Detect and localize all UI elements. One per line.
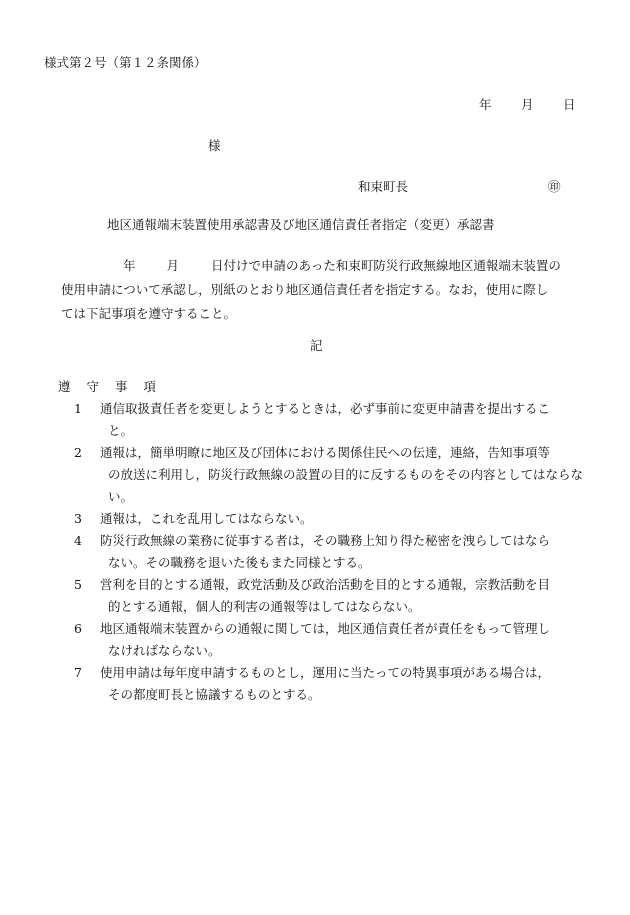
- form-number: 様式第２号（第１２条関係）: [44, 55, 207, 70]
- approval-body: [61, 254, 590, 326]
- item-text-cont: 的とする通報，個人的利害の通報等はしてはならない。: [108, 599, 421, 614]
- document-title: 地区通報端末装置使用承認書及び地区通信責任者指定（変更）承認書: [107, 217, 495, 232]
- body-year: 年: [123, 258, 136, 273]
- issuer-name: 和束町長: [358, 179, 409, 194]
- date-month-label: 月: [521, 97, 534, 112]
- item-text-cont: ない。その職務を退いた後もまた同様とする。: [108, 555, 371, 570]
- body-month: 月: [166, 258, 180, 273]
- item-text: 通報は，これを乱用してはならない。: [100, 511, 313, 526]
- addressee-honorific: 様: [208, 138, 221, 153]
- item-number: 1: [74, 401, 82, 416]
- list-item: [74, 508, 588, 530]
- list-item: [74, 398, 588, 442]
- item-number: 6: [74, 621, 82, 636]
- item-text: 通信取扱責任者を変更しようとするときは，必ず事前に変更申請書を提出するこ: [100, 401, 551, 416]
- body-line-1-tail: 日付けで申請のあった和束町防災行政無線地区通報端末装置の: [211, 258, 561, 273]
- item-number: 2: [74, 445, 82, 460]
- list-item: [74, 530, 588, 574]
- item-text-cont: の放送に利用し，防災行政無線の設置の目的に反するものをその内容としてはならない。: [108, 467, 584, 504]
- list-item: [74, 574, 588, 618]
- item-text: 地区通報端末装置からの通報に関しては，地区通信責任者が責任をもって管理し: [100, 621, 551, 636]
- item-text: 通報は，簡単明瞭に地区及び団体における関係住民への伝達，連絡，告知事項等: [100, 445, 551, 460]
- item-number: 7: [74, 665, 82, 680]
- section-heading: 遵 守 事 項: [58, 379, 162, 394]
- list-item: [74, 662, 588, 706]
- list-item: [74, 618, 588, 662]
- rules-list: [74, 398, 588, 706]
- item-text-cont: と。: [108, 423, 134, 438]
- item-number: 5: [74, 577, 82, 592]
- ki-heading: 記: [310, 338, 323, 353]
- item-text-cont: その都度町長と協議するものとする。: [108, 687, 321, 702]
- item-text: 防災行政無線の業務に従事する者は，その職務上知り得た秘密を洩らしてはなら: [100, 533, 551, 548]
- seal-mark: ㊞: [548, 179, 561, 194]
- item-text-cont: なければならない。: [108, 643, 221, 658]
- body-line-2: 使用申請について承認し，別紙のとおり地区通信責任者を指定する。なお，使用に際し: [61, 282, 549, 297]
- body-line-1: [61, 254, 590, 278]
- item-number: 4: [74, 533, 82, 548]
- date-year-label: 年: [479, 97, 492, 112]
- item-text: 使用申請は毎年度申請するものとし，運用に当たっての特異事項がある場合は，: [100, 665, 551, 680]
- item-text: 営利を目的とする通報，政党活動及び政治活動を目的とする通報，宗教活動を目: [100, 577, 551, 592]
- body-line-3: ては下記事項を遵守すること。: [61, 306, 237, 321]
- date-day-label: 日: [563, 97, 576, 112]
- item-number: 3: [74, 511, 82, 526]
- list-item: [74, 442, 588, 508]
